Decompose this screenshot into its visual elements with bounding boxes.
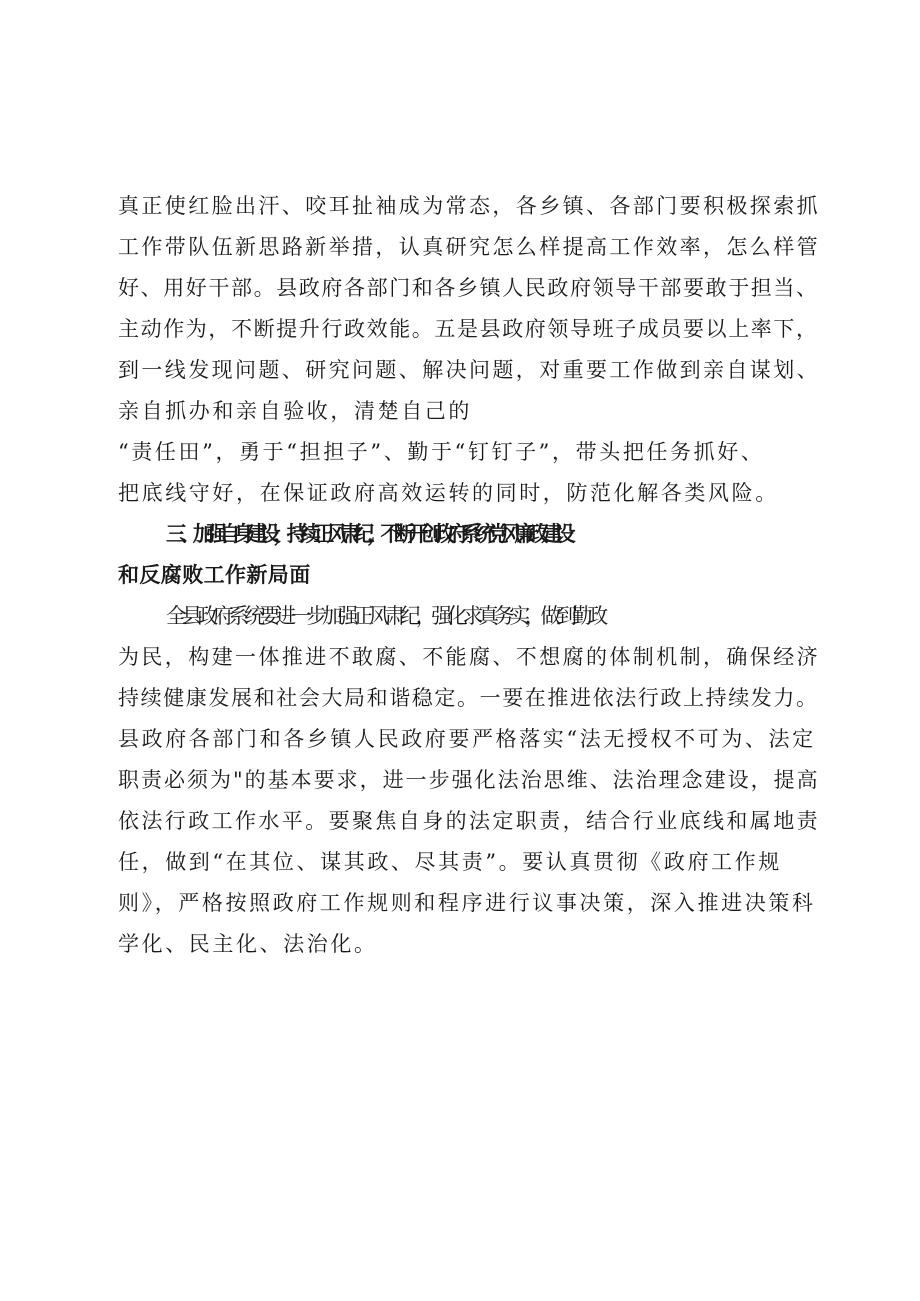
paragraph-1-line: 主动作为，不断提升行政效能。五是县政府领导班子成员要以上率下，: [118, 317, 819, 341]
paragraph-2-line: 任，做到“在其位、谋其政、尽其责”。要认真贯彻《政府工作规: [118, 850, 782, 874]
paragraph-1-line: 真正使红脸出汗、咬耳扯袖成为常态，各乡镇、各部门要积极探索抓: [118, 194, 820, 218]
section-heading: 三、加强自身建设，持续正风肃纪，不断开创政府系统党风廉政建设: [166, 522, 568, 546]
paragraph-2-line: 全县政府系统要进一步加强正风肃纪，强化求真务实，做到勤政: [166, 604, 603, 628]
paragraph-1-line: 工作带队伍新思路新举措，认真研究怎么样提高工作效率，怎么样管: [118, 235, 820, 259]
section-heading: 和反腐败工作新局面: [118, 563, 311, 587]
paragraph-1-line: 好、用好干部。县政府各部门和各乡镇人民政府领导干部要敢于担当、: [118, 276, 819, 300]
paragraph-2-line: 学化、民主化、法治化。: [118, 932, 378, 956]
paragraph-1-line: “责任田”，勇于“担担子”、勤于“钉钉子”，带头把任务抓好、: [118, 440, 765, 464]
paragraph-2-line: 县政府各部门和各乡镇人民政府要严格落实“法无授权不可为、法定: [118, 727, 816, 751]
paragraph-2-line: 依法行政工作水平。要聚焦自身的法定职责，结合行业底线和属地责: [118, 809, 820, 833]
paragraph-2-line: 则》，严格按照政府工作规则和程序进行议事决策，深入推进决策科: [118, 891, 816, 915]
paragraph-2-line: 职责必须为"的基本要求，进一步强化法治思维、法治理念建设，提高: [118, 768, 820, 792]
paragraph-2-line: 为民，构建一体推进不敢腐、不能腐、不想腐的体制机制，确保经济: [118, 645, 820, 669]
paragraph-1-line: 到一线发现问题、研究问题、解决问题，对重要工作做到亲自谋划、: [118, 358, 820, 382]
paragraph-1-line: 亲自抓办和亲自验收，清楚自己的: [118, 399, 472, 423]
paragraph-1-line: 把底线守好，在保证政府高效运转的同时，防范化解各类风险。: [118, 481, 779, 505]
paragraph-2-line: 持续健康发展和社会大局和谐稳定。一要在推进依法行政上持续发力。: [118, 686, 819, 710]
